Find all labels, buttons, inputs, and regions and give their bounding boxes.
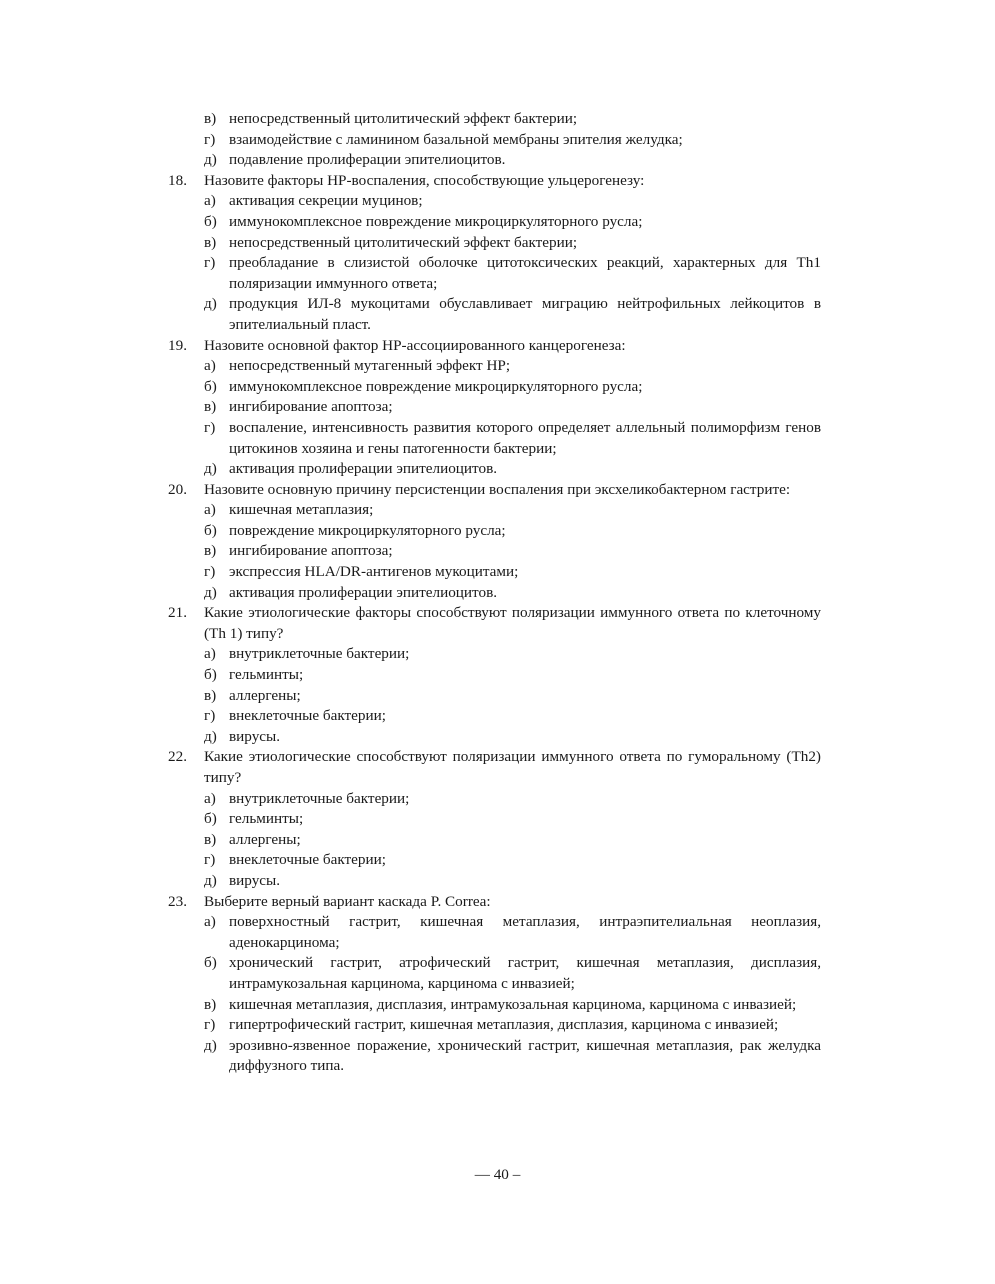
option-letter: в) [204, 830, 217, 848]
question [168, 892, 821, 913]
question-number: 21. [168, 604, 187, 622]
answer-option [168, 130, 821, 151]
option-letter: д) [204, 1036, 217, 1054]
option-letter: в) [204, 233, 217, 251]
option-text: иммунокомплексное повреждение микроциркуляторного русла; [229, 212, 643, 230]
option-text: вирусы. [229, 871, 281, 889]
answer-option [168, 233, 821, 254]
option-text: кишечная метаплазия, дисплазия, интрамукозальная карцинома, карцинома с инвазией; [229, 995, 797, 1013]
answer-option [168, 150, 821, 171]
answer-option [168, 686, 821, 707]
option-letter: в) [204, 995, 217, 1013]
question [168, 480, 821, 501]
option-text: хронический гастрит, атрофический гастрит, кишечная метаплазия, дисплазия, интрамукозальная карцинома, карцинома с инвазией; [229, 954, 821, 992]
option-text: внутриклеточные бактерии; [229, 645, 410, 663]
answer-option [168, 294, 821, 335]
question-number: 18. [168, 171, 187, 189]
option-text: вирусы. [229, 727, 281, 745]
answer-option [168, 1015, 821, 1036]
option-letter: а) [204, 501, 216, 519]
answer-option [168, 583, 821, 604]
question-number: 23. [168, 892, 187, 910]
option-text: аллергены; [229, 686, 301, 704]
option-letter: д) [204, 727, 217, 745]
option-text: экспрессия HLA/DR-антигенов мукоцитами; [229, 563, 519, 581]
question-number: 19. [168, 336, 187, 354]
answer-option [168, 521, 821, 542]
option-text: непосредственный цитолитический эффект бактерии; [229, 233, 578, 251]
answer-option [168, 789, 821, 810]
option-text: эрозивно-язвенное поражение, хронический гастрит, кишечная метаплазия, рак желудка диффузного типа. [229, 1036, 821, 1075]
answer-option [168, 253, 821, 294]
question-text: Назовите факторы HP-воспаления, способствующие ульцерогенезу: [204, 171, 645, 189]
option-letter: д) [204, 583, 217, 601]
option-text: иммунокомплексное повреждение микроциркуляторного русла; [229, 377, 643, 395]
option-text: преобладание в слизистой оболочке цитотоксических реакций, характерных для Th1 поляризации иммунного ответа; [229, 254, 821, 292]
option-letter: б) [204, 521, 217, 539]
question-text: Назовите основную причину персистенции воспаления при эксхеликобактерном гастрите: [204, 480, 791, 498]
option-letter: б) [204, 954, 217, 972]
answer-option [168, 644, 821, 665]
option-letter: а) [204, 645, 216, 663]
option-text: активация пролиферации эпителиоцитов. [229, 460, 498, 478]
option-letter: д) [204, 871, 217, 889]
option-text: взаимодействие с ламинином базальной мембраны эпителия желудка; [229, 130, 683, 148]
option-letter: г) [204, 563, 216, 581]
option-letter: б) [204, 377, 217, 395]
option-letter: а) [204, 357, 216, 375]
option-text: гипертрофический гастрит, кишечная метаплазия, дисплазия, карцинома с инвазией; [229, 1016, 779, 1034]
question [168, 747, 821, 788]
option-letter: г) [204, 130, 216, 148]
option-letter: г) [204, 851, 216, 869]
option-letter: д) [204, 151, 217, 169]
answer-option [168, 212, 821, 233]
question [168, 336, 821, 357]
answer-option [168, 459, 821, 480]
answer-option [168, 418, 821, 459]
option-letter: г) [204, 254, 216, 272]
option-text: непосредственный цитолитический эффект бактерии; [229, 110, 578, 127]
option-text: внутриклеточные бактерии; [229, 789, 410, 807]
answer-option [168, 809, 821, 830]
answer-option [168, 912, 821, 953]
answer-option [168, 397, 821, 418]
answer-option [168, 541, 821, 562]
answer-option [168, 871, 821, 892]
option-text: гельминты; [229, 810, 304, 828]
option-text: непосредственный мутагенный эффект HP; [229, 357, 511, 375]
answer-option [168, 850, 821, 871]
answer-option [168, 1036, 821, 1077]
option-letter: в) [204, 686, 217, 704]
answer-option [168, 377, 821, 398]
answer-option [168, 830, 821, 851]
option-text: продукция ИЛ-8 мукоцитами обуславливает миграцию нейтрофильных лейкоцитов в эпителиальный пласт. [229, 295, 821, 333]
question-number: 22. [168, 748, 187, 766]
answer-option [168, 706, 821, 727]
answer-option [168, 356, 821, 377]
option-letter: г) [204, 707, 216, 725]
option-letter: б) [204, 666, 217, 684]
option-text: подавление пролиферации эпителиоцитов. [229, 151, 506, 169]
answer-option [168, 500, 821, 521]
option-text: внеклеточные бактерии; [229, 851, 386, 869]
question-text: Выберите верный вариант каскада P. Correa: [204, 892, 491, 910]
option-text: аллергены; [229, 830, 301, 848]
option-text: кишечная метаплазия; [229, 501, 374, 519]
option-letter: д) [204, 295, 217, 313]
answer-option [168, 665, 821, 686]
question-list [168, 109, 821, 1077]
option-letter: б) [204, 810, 217, 828]
answer-option [168, 562, 821, 583]
option-letter: г) [204, 418, 216, 436]
option-text: активация пролиферации эпителиоцитов. [229, 583, 498, 601]
question-text: Назовите основной фактор HP-ассоциированного канцерогенеза: [204, 336, 626, 354]
question [168, 603, 821, 644]
option-text: поверхностный гастрит, кишечная метаплазия, интраэпителиальная неоплазия, аденокарцинома; [229, 913, 821, 951]
option-letter: в) [204, 110, 217, 127]
option-letter: а) [204, 913, 216, 931]
option-text: внеклеточные бактерии; [229, 707, 386, 725]
option-letter: а) [204, 789, 216, 807]
option-text: воспаление, интенсивность развития которого определяет аллельный полиморфизм генов цитокинов хозяина и гены патогенности бактерии; [229, 418, 821, 457]
answer-option [168, 727, 821, 748]
option-text: ингибирование апоптоза; [229, 542, 393, 560]
page-number: — 40 – [474, 1166, 521, 1183]
answer-option [168, 191, 821, 212]
option-letter: в) [204, 398, 217, 416]
question [168, 171, 821, 192]
option-text: повреждение микроциркуляторного русла; [229, 521, 506, 539]
option-letter: д) [204, 460, 217, 478]
option-letter: б) [204, 212, 217, 230]
option-text: гельминты; [229, 666, 304, 684]
question-number: 20. [168, 480, 187, 498]
answer-option [168, 995, 821, 1016]
question-text: Какие этиологические способствуют поляризации иммунного ответа по гуморальному (Th2) типу? [204, 748, 821, 786]
option-letter: а) [204, 192, 216, 210]
option-text: активация секреции муцинов; [229, 192, 423, 210]
option-letter: в) [204, 542, 217, 560]
answer-option [168, 109, 821, 130]
question-text: Какие этиологические факторы способствуют поляризации иммунного ответа по клеточному (Th 1) типу? [204, 604, 821, 642]
answer-option [168, 953, 821, 994]
option-text: ингибирование апоптоза; [229, 398, 393, 416]
option-letter: г) [204, 1016, 216, 1034]
